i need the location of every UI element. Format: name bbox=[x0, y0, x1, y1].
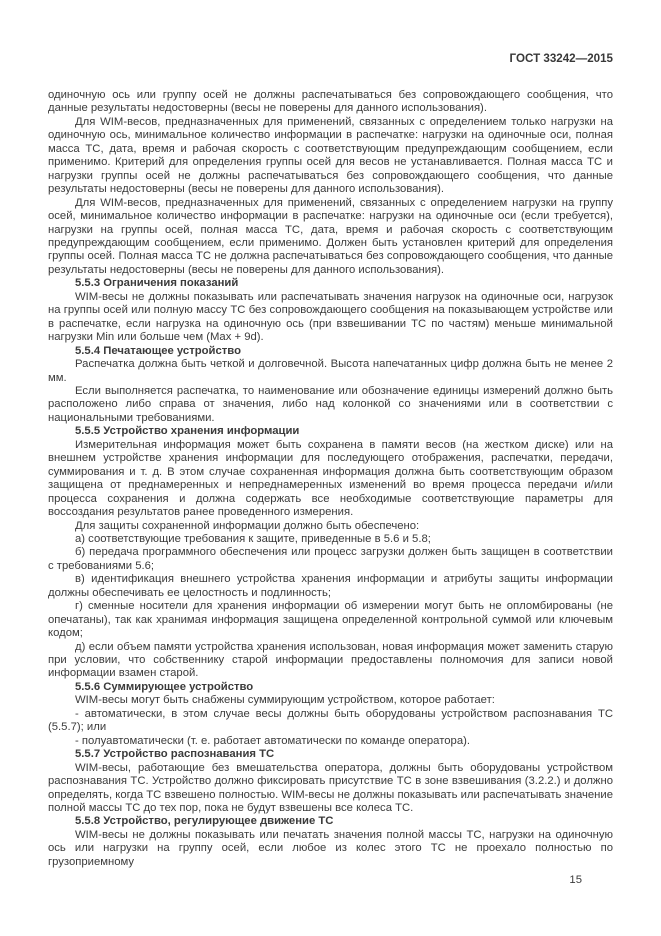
page-number: 15 bbox=[569, 874, 582, 887]
list-item-v: в) идентификация внешнего устройства хранения информации и атрибуты защиты информации должны обеспечивать ее целостность и подлинность; bbox=[48, 573, 613, 599]
body-paragraph: Для защиты сохраненной информации должно быть обеспечено: bbox=[75, 519, 420, 532]
section-heading-5-5-6: 5.5.6 Суммирующее устройство bbox=[75, 680, 254, 693]
section-heading-5-5-7: 5.5.7 Устройство распознавания ТС bbox=[75, 748, 275, 761]
body-paragraph: Измерительная информация может быть сохранена в памяти весов (на жестком диске) или на внешнем устройстве хранения информации для последующего отображения, распечатки, передачи, суммирования и т. д. В этом случае сохраненная информация должна быть соответствующим образом защищена от преднамеренных и непреднамеренных изменений во время процесса передачи и/или процесса сохранения и должна содержать все необходимые соответствующие параметры для воссоздания результатов ранее проведенного измерения. bbox=[48, 438, 613, 519]
body-paragraph: WIM-весы не должны показывать или печатать значения полной массы ТС, нагрузки на одиночную ось или нагрузки на группу осей, если любое из колес этого ТС не проехало полностью по грузоприемному bbox=[48, 828, 613, 868]
section-heading-5-5-8: 5.5.8 Устройство, регулирующее движение ТС bbox=[75, 815, 334, 828]
document-body bbox=[48, 89, 613, 869]
list-item-dash: - полуавтоматически (т. е. работает автоматически по команде оператора). bbox=[75, 734, 471, 747]
body-paragraph-continuation: одиночную ось или группу осей не должны распечатываться без сопровождающего сообщения, что данные результаты недостоверны (весы не поверены для данного использования). bbox=[48, 89, 613, 115]
section-heading-5-5-3: 5.5.3 Ограничения показаний bbox=[75, 277, 239, 290]
body-paragraph: WIM-весы могут быть снабжены суммирующим устройством, которое работает: bbox=[75, 694, 495, 707]
list-item-d: д) если объем памяти устройства хранения использован, новая информация может заменить старую при условии, что собственнику старой информации предоставлены полномочия для записи новой информации взамен старой. bbox=[48, 640, 613, 680]
body-paragraph: WIM-весы, работающие без вмешательства оператора, должны быть оборудованы устройством распознавания ТС. Устройство должно фиксировать присутствие ТС в зоне взвешивания (3.2.2.) и должно определять, когда ТС взвешено полностью. WIM-весы не должны показывать или распечатывать значение полной массы ТС до тех пор, пока не будут взвешены все колеса ТС. bbox=[48, 761, 613, 815]
list-item-g: г) сменные носители для хранения информации об измерении могут быть не опломбированы (не опечатаны), так как хранимая информация защищена определенной контрольной суммой или ключевым кодом; bbox=[48, 600, 613, 640]
list-item-a: а) соответствующие требования к защите, приведенные в 5.6 и 5.8; bbox=[75, 532, 431, 545]
document-code-header: ГОСТ 33242—2015 bbox=[509, 52, 613, 65]
body-paragraph: Для WIM-весов, предназначенных для применений, связанных с определением нагрузки на группу осей, минимальное количество информации в распечатке: нагрузки на одиночные оси (если требуется), нагрузки на группы осей, полная масса ТС, дата, время и рабочая скорость с соответствующим предупреждающим сообщением, если применимо. Должен быть установлен критерий для определения группы осей. Полная масса ТС не должна распечатываться без сопровождающего сообщения, что данные результаты недостоверны (весы не поверены для данного использования). bbox=[48, 196, 613, 276]
section-heading-5-5-5: 5.5.5 Устройство хранения информации bbox=[75, 425, 300, 438]
list-item-dash: - автоматически, в этом случае весы должны быть оборудованы устройством распознавания ТС (5.5.7); или bbox=[48, 707, 613, 734]
section-heading-5-5-4: 5.5.4 Печатающее устройство bbox=[75, 344, 242, 357]
list-item-b: б) передача программного обеспечения или процесс загрузки должен быть защищен в соответствии с требованиями 5.6; bbox=[48, 546, 613, 572]
body-paragraph: Распечатка должна быть четкой и долговечной. Высота напечатанных цифр должна быть не менее 2 мм. bbox=[48, 358, 613, 384]
body-paragraph: Для WIM-весов, предназначенных для применений, связанных с определением только нагрузки на одиночную ось, минимальное количество информации в распечатке: нагрузки на одиночные оси, полная масса ТС, дата, время и рабочая скорость с соответствующим предупреждающим сообщением, если применимо. Критерий для определения группы осей для весов не устанавливается. Полная масса ТС и нагрузки группы осей не должны распечатываться без сопровождающего сообщения, что данные результаты недостоверны (весы не поверены для данного использования). bbox=[48, 115, 613, 196]
body-paragraph: Если выполняется распечатка, то наименование или обозначение единицы измерений должно быть расположено либо справа от значения, либо над колонкой со значениями или в соответствии с национальными требованиями. bbox=[48, 384, 613, 424]
body-paragraph: WIM-весы не должны показывать или распечатывать значения нагрузок на одиночные оси, нагрузок на группы осей или полную массу ТС без сопровождающего сообщения на показывающем устройстве или в распечатке, если нагрузка на одиночную ось (при взвешивании ТС по частям) меньше минимальной нагрузки Min или больше чем (Max + 9d). bbox=[48, 290, 613, 344]
